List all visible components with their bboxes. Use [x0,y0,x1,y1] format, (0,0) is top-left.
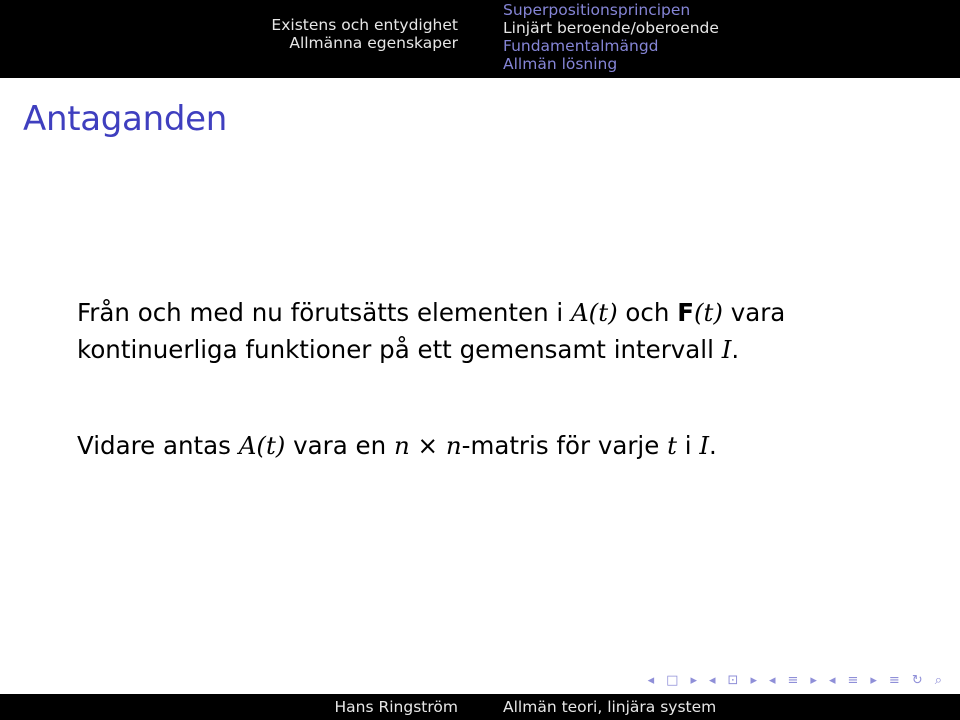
subsection-item[interactable]: Superpositionsprincipen [503,1,691,19]
subsection-prev-icon[interactable]: ◂ [828,672,836,688]
section-nav [0,16,482,52]
footer-bar [0,694,960,720]
text: . [709,431,717,460]
math-n: n [393,431,410,460]
text: kontinuerliga funktioner på ett gemensamt intervall [77,335,722,364]
frame-icon[interactable]: □ [666,672,679,688]
matrix-paragraph [77,427,717,464]
text: och [617,298,678,327]
math-t: (t) [693,298,723,327]
footer-author [0,698,482,716]
frame-title: Antaganden [23,99,227,139]
slide-next-icon[interactable]: ▸ [750,672,757,688]
section-item[interactable]: Allmänna egenskaper [289,34,458,52]
paragraph-line [77,331,785,368]
search-icon[interactable]: ⌕ [934,672,942,688]
section-prev-icon[interactable]: ◂ [768,672,776,688]
math-F-bold: F [677,298,694,327]
text: Vidare antas [77,431,239,460]
text: Från och med nu förutsätts elementen i [77,298,571,327]
section-icon[interactable]: ≡ [787,672,799,688]
slide-prev-icon[interactable]: ◂ [709,672,716,688]
text: vara en [285,431,394,460]
subsection-nav [503,1,719,73]
back-icon[interactable]: ↻ [911,672,923,688]
math-A-t: A(t) [238,431,286,460]
author-name: Hans Ringström [334,698,458,716]
math-n: n [445,431,462,460]
subsection-next-icon[interactable]: ▸ [870,672,877,688]
section-item[interactable]: Existens och entydighet [271,16,458,34]
math-A-t: A(t) [570,298,618,327]
math-t: t [667,431,677,460]
text: . [731,335,740,364]
math-I: I [699,431,710,460]
frame-next-icon[interactable]: ▸ [690,672,697,688]
paragraph-line [77,294,785,331]
subsection-icon[interactable]: ≡ [847,672,859,688]
footer-title: Allmän teori, linjära system [503,698,717,716]
beamer-navigation-symbols [648,670,942,690]
text: i [676,431,700,460]
frame-prev-icon[interactable]: ◂ [647,672,655,688]
math-I: I [721,335,732,364]
section-next-icon[interactable]: ▸ [810,672,817,688]
subsection-item-current[interactable]: Linjärt beroende/oberoende [503,19,719,37]
text: -matris för varje [461,431,668,460]
header-bar [0,0,960,78]
toc-icon[interactable]: ≡ [888,672,900,688]
subsection-item[interactable]: Fundamentalmängd [503,37,659,55]
text: vara [722,298,786,327]
math-times: × [409,431,446,460]
assumption-paragraph [77,294,785,368]
subsection-item[interactable]: Allmän lösning [503,55,618,73]
slide-icon[interactable]: ⊡ [727,672,739,688]
